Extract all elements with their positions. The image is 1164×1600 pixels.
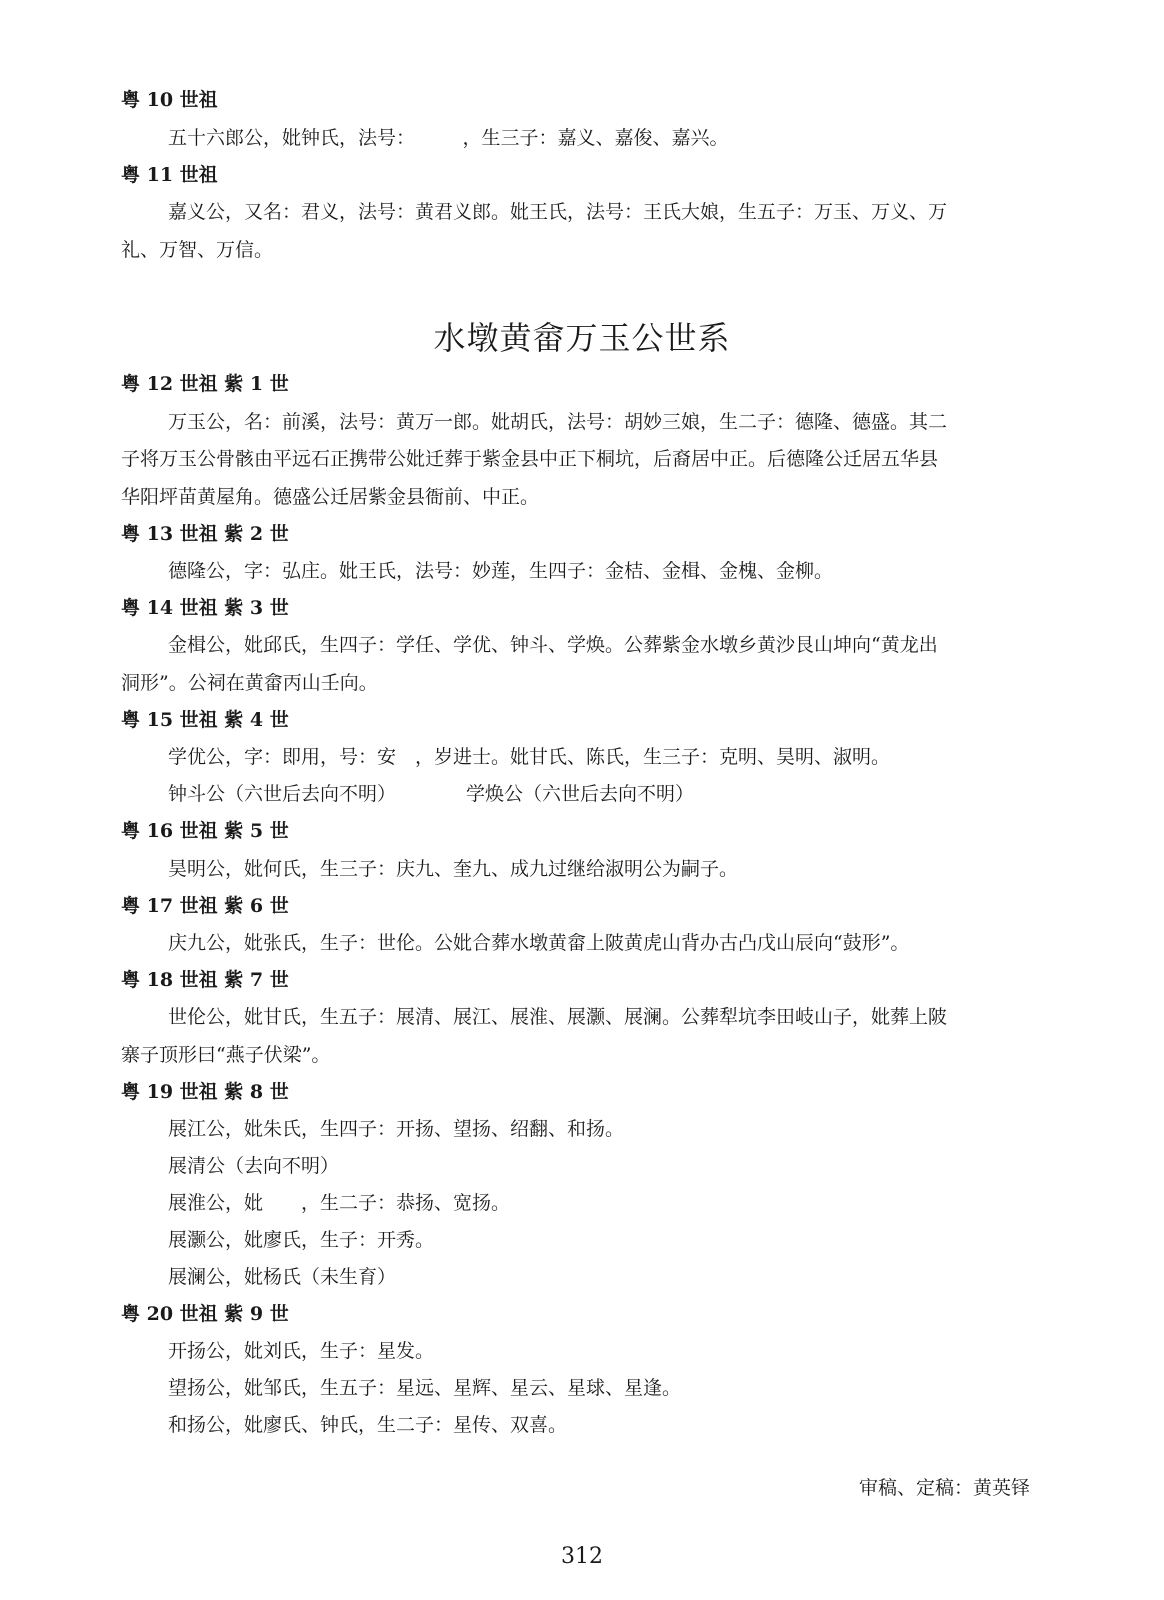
paragraph-line: 学焕公（六世后去向不明）	[466, 783, 695, 805]
generation-heading: 粤 14 世祖 紫 3 世	[121, 597, 289, 619]
paragraph-line: 展淮公，妣 ，生二子：恭扬、宽扬。	[168, 1192, 511, 1214]
paragraph-line: 金楫公，妣邱氏，生四子：学任、学优、钟斗、学焕。公葬紫金水墩乡黄沙艮山坤向“黄龙出	[168, 634, 938, 656]
paragraph-line: 子将万玉公骨骸由平远石正携带公妣迁葬于紫金县中正下桐坑，后裔居中正。后德隆公迁居五华县	[121, 448, 939, 470]
paragraph-line: 洞形”。公祠在黄畲丙山壬向。	[121, 672, 378, 694]
paragraph-line: 钟斗公（六世后去向不明）	[168, 783, 397, 805]
paragraph-line: 展江公，妣朱氏，生四子：开扬、望扬、绍翻、和扬。	[168, 1118, 625, 1140]
generation-heading: 粤 19 世祖 紫 8 世	[121, 1081, 289, 1103]
section-title: 水墩黄畲万玉公世系	[433, 319, 731, 357]
paragraph-line: 昊明公，妣何氏，生三子：庆九、奎九、成九过继给淑明公为嗣子。	[168, 858, 739, 880]
paragraph-line: 和扬公，妣廖氏、钟氏，生二子：星传、双喜。	[168, 1414, 568, 1436]
paragraph-line: 学优公，字：即用，号：安 ，岁进士。妣甘氏、陈氏，生三子：克明、昊明、淑明。	[168, 746, 891, 768]
paragraph-line: 开扬公，妣刘氏，生子：星发。	[168, 1340, 435, 1362]
paragraph-line: 世伦公，妣甘氏，生五子：展清、展江、展淮、展灏、展澜。公葬犁坑李田岐山子，妣葬上陂	[168, 1006, 948, 1028]
generation-heading: 粤 11 世祖	[121, 164, 218, 186]
generation-heading: 粤 17 世祖 紫 6 世	[121, 895, 289, 917]
paragraph-line: 华阳坪苗黄屋角。德盛公迁居紫金县衙前、中正。	[121, 486, 540, 508]
generation-heading: 粤 15 世祖 紫 4 世	[121, 709, 289, 731]
paragraph-line: 庆九公，妣张氏，生子：世伦。公妣合葬水墩黄畲上陂黄虎山背办古凸戊山辰向“鼓形”。	[168, 932, 910, 954]
paragraph-line: 望扬公，妣邹氏，生五子：星远、星辉、星云、星球、星逢。	[168, 1377, 682, 1399]
paragraph-line: 礼、万智、万信。	[121, 239, 274, 261]
paragraph-line: 寨子顶形曰“燕子伏梁”。	[121, 1044, 331, 1066]
paragraph-line: 万玉公，名：前溪，法号：黄万一郎。妣胡氏，法号：胡妙三娘，生二子：德隆、德盛。其二	[168, 411, 948, 433]
paragraph-line: 展清公（去向不明）	[168, 1155, 340, 1177]
generation-heading: 粤 20 世祖 紫 9 世	[121, 1303, 289, 1325]
generation-heading: 粤 13 世祖 紫 2 世	[121, 523, 289, 545]
paragraph-line: 五十六郎公，妣钟氏，法号： ，生三子：嘉义、嘉俊、嘉兴。	[168, 127, 729, 149]
page-number: 312	[561, 1544, 603, 1569]
generation-heading: 粤 10 世祖	[121, 89, 218, 111]
generation-heading: 粤 16 世祖 紫 5 世	[121, 820, 289, 842]
paragraph-line: 展灏公，妣廖氏，生子：开秀。	[168, 1229, 435, 1251]
paragraph-line: 嘉义公，又名：君义，法号：黄君义郎。妣王氏，法号：王氏大娘，生五子：万玉、万义、万	[168, 201, 948, 223]
generation-heading: 粤 12 世祖 紫 1 世	[121, 373, 289, 395]
editor-credit: 审稿、定稿：黄英铎	[858, 1477, 1030, 1499]
paragraph-line: 德隆公，字：弘庄。妣王氏，法号：妙莲，生四子：金桔、金楫、金槐、金柳。	[168, 560, 834, 582]
generation-heading: 粤 18 世祖 紫 7 世	[121, 969, 289, 991]
paragraph-line: 展澜公，妣杨氏（未生育）	[168, 1266, 397, 1288]
